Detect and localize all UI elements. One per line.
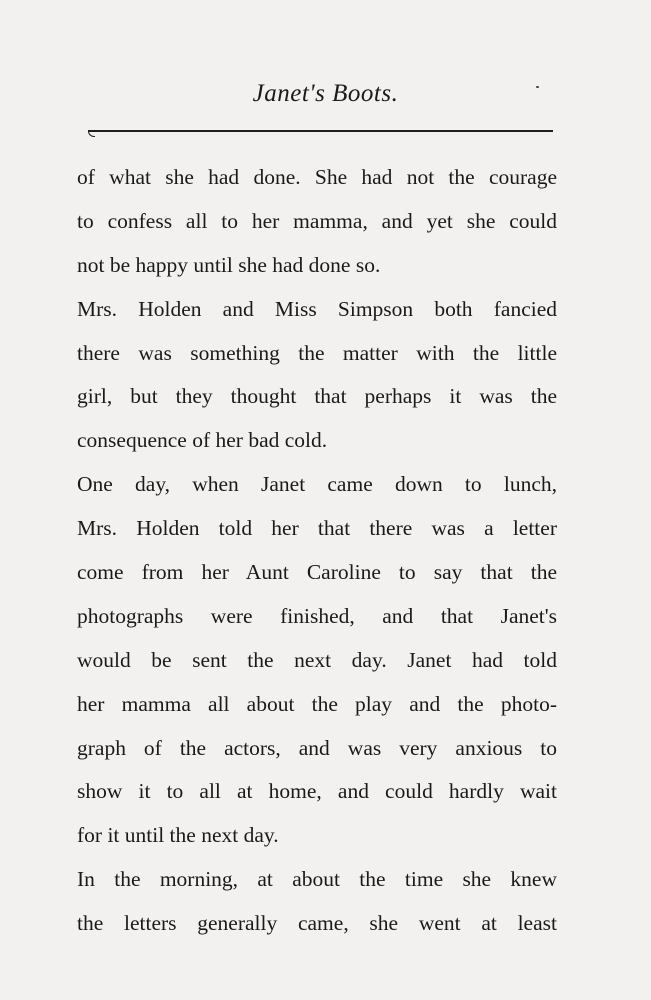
text-line: not be happy until she had done so. [77,252,381,277]
text-line: Mrs. Holden and Miss Simpson both fancied [77,296,557,321]
text-line: come from her Aunt Caroline to say that the [77,560,557,585]
text-line: Mrs. Holden told her that there was a letter [77,516,557,541]
text-line: the letters generally came, she went at least [77,911,557,936]
text-line: photographs were finished, and that Janet's [77,603,557,628]
text-line: girl, but they thought that perhaps it was the [77,384,557,409]
text-line: show it to all at home, and could hardly wait [77,779,557,804]
header-rule-flourish [88,131,95,137]
text-line: there was something the matter with the little [77,340,557,365]
text-line: for it until the next day. [77,823,279,848]
body-text [77,156,557,946]
running-title: Janet's Boots. [252,80,399,107]
text-line: consequence of her bad cold. [77,428,328,453]
text-line: of what she had done. She had not the courage [77,165,557,189]
text-line: graph of the actors, and was very anxious to [77,735,557,760]
text-line: One day, when Janet came down to lunch, [77,472,557,497]
text-line: her mamma all about the play and the photo- [77,691,557,716]
text-line: to confess all to her mamma, and yet she could [77,208,557,233]
ink-speck [536,86,539,88]
text-line: In the morning, at about the time she knew [77,867,557,892]
text-line: would be sent the next day. Janet had told [77,647,557,672]
header-rule [88,130,553,132]
